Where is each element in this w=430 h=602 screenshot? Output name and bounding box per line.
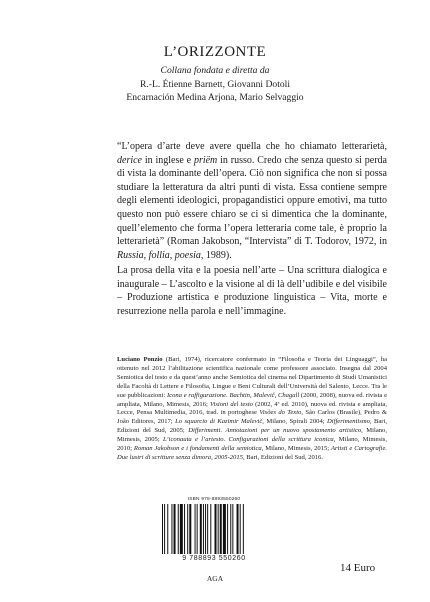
bio-title-4: Lo squarcio di Kazimir Malevič xyxy=(175,418,263,426)
series-title: L’ORIZZONTE xyxy=(163,44,267,60)
bio-text-1: (Bari, 1974), ricercatore confermato in “Filosofia e Teoria dei Linguaggi”, ha ottenuto nel 2012 l’abilitazione scientifica nazionale come professore associato. Insegna dal 2004 Semiotica del testo e da quest’anno anche Semiotica del cinema nel Dipartimento di Studi Umanistici della Facoltà di Lettere e Filosofia, Lingue e Beni Culturali dell’Università del Salento, Lecce. Tra le sue pubblicazioni: xyxy=(117,356,388,399)
series-credits xyxy=(0,64,430,105)
book-price: 14 Euro xyxy=(340,562,376,574)
barcode-bar xyxy=(218,504,219,554)
quote-part-1: “L’opera d’arte deve avere quella che ho chiamato letterarietà, xyxy=(117,141,387,152)
bio-text-9: , Milano, Mimesis, 2015; xyxy=(261,445,332,453)
barcode-bar xyxy=(174,504,176,554)
quote-source-title: Russia, follia, poesia xyxy=(117,249,201,261)
bio-title-5: Differimentismo xyxy=(327,418,370,426)
series-subtitle: Collana fondata e diretta da xyxy=(160,65,270,76)
barcode-bar xyxy=(205,504,206,554)
quote-term-russian: priëm xyxy=(193,154,218,166)
author-bio xyxy=(117,356,387,463)
bio-text-8: , Milano, Mimesis, 2010; xyxy=(117,436,388,453)
quote-part-4: , 1989). xyxy=(200,249,232,261)
barcode-bar xyxy=(230,504,231,554)
barcode-bar xyxy=(243,504,244,554)
barcode-bar xyxy=(197,504,198,554)
barcode-bar xyxy=(178,504,179,554)
barcode-bar xyxy=(237,504,239,554)
barcode-bars xyxy=(162,504,266,554)
author-name: Luciano Ponzio xyxy=(117,356,163,363)
book-themes: La prosa della vita e la poesia nell’arte – Una scrittura dialogica e inaugurale – L’ascolto e la visione al di là dell’udibile e del visibile – Produzione artistica e produzione linguistica – Vita, morte e resurrezione nella parola e nell’immagine. xyxy=(117,265,387,317)
barcode-bar xyxy=(167,504,168,554)
isbn-label: ISBN 978-8893550260 xyxy=(187,497,241,502)
bio-text-5: , Milano, Spirali 2004; xyxy=(262,418,328,426)
bio-text-3: (2002, 4ª ed. 2010), nuova ed. rivista e ampliata, Lecce, Pensa Multimedia, 2016, trad. in portoghese xyxy=(117,400,387,417)
bio-text-2: (2000, 2008), nuova ed. rivista e ampliata, Milano, Mimesis, 2016; xyxy=(117,391,387,408)
barcode-bar xyxy=(223,504,226,554)
bio-title-8: Roman Jakobson e i fondamenti della semiotica xyxy=(133,445,262,453)
jakobson-quote xyxy=(117,140,387,262)
barcode-bar xyxy=(215,504,217,554)
quote-term-english: derice xyxy=(117,154,142,166)
barcode-bar xyxy=(227,504,228,554)
barcode-digits: 9 788893 550260 xyxy=(182,555,246,562)
isbn-barcode xyxy=(156,497,272,571)
barcode-bar xyxy=(207,504,208,554)
barcode-bar xyxy=(210,504,211,554)
barcode-bar xyxy=(184,504,185,554)
bio-title-6: Differimenti. Annotazioni per un nuovo spostamento artistico xyxy=(188,427,362,435)
barcode-bar xyxy=(187,504,188,554)
bio-text-7: , Milano, Mimesis, 2005; xyxy=(117,427,387,444)
bio-title-1: Icona e raffigurazione. Bachtin, Malevič, Chagall xyxy=(166,391,300,399)
barcode-bar xyxy=(203,504,204,554)
bio-title-2: Visioni del testo xyxy=(209,400,253,408)
bio-title-3: Visões do Texto xyxy=(259,409,302,417)
barcode-bar xyxy=(232,504,233,554)
publisher-name: AGA xyxy=(206,574,224,583)
barcode-bar xyxy=(164,504,165,554)
bio-title-9: Artisti e Cartografie. Due lustri di scritture senza dimora, 2005-2015 xyxy=(117,445,388,461)
barcode-bar xyxy=(180,504,183,554)
bio-text-4: , São Carlos (Brasile), Pedro & João Editores, 2017; xyxy=(117,409,387,426)
quote-part-2: in inglese e xyxy=(142,154,194,166)
quote-part-3: in russo. Credo che senza questo si perda di vista la dominante dell’opera. Ciò non significa che non si possa studiare la letteratura da altri punti di vista. Essa contiene sempre degli elementi ideologici, propagandistici oppure emotivi, ma tutto questo non può essere chiaro se ci si dimentica che la dominante, quell’elemento che forma l’opera letteraria come tale, è proprio la letterarietà” (Roman Jakobson, “Intervista” di T. Todorov, 1972, in xyxy=(117,154,387,248)
bio-text-10: , Bari, Edizioni del Sud, 2016. xyxy=(242,453,323,461)
series-editors-line-1: R.-L. Étienne Barnett, Giovanni Dotoli xyxy=(139,78,290,90)
barcode-bar xyxy=(171,504,172,554)
barcode-bar xyxy=(195,504,196,554)
barcode-bar xyxy=(200,504,202,554)
bio-title-7: L’iconauta e l’artesto. Configurazioni della scrittura iconica xyxy=(163,436,334,444)
barcode-bar xyxy=(162,504,163,554)
barcode-bar xyxy=(240,504,241,554)
barcode-bar xyxy=(220,504,222,554)
bio-text-6: , Bari, Edizioni del Sud, 2005; xyxy=(117,418,387,435)
barcode-bar xyxy=(189,504,191,554)
series-editors-line-2: Encarnación Medina Arjona, Mario Selvaggio xyxy=(126,92,304,104)
